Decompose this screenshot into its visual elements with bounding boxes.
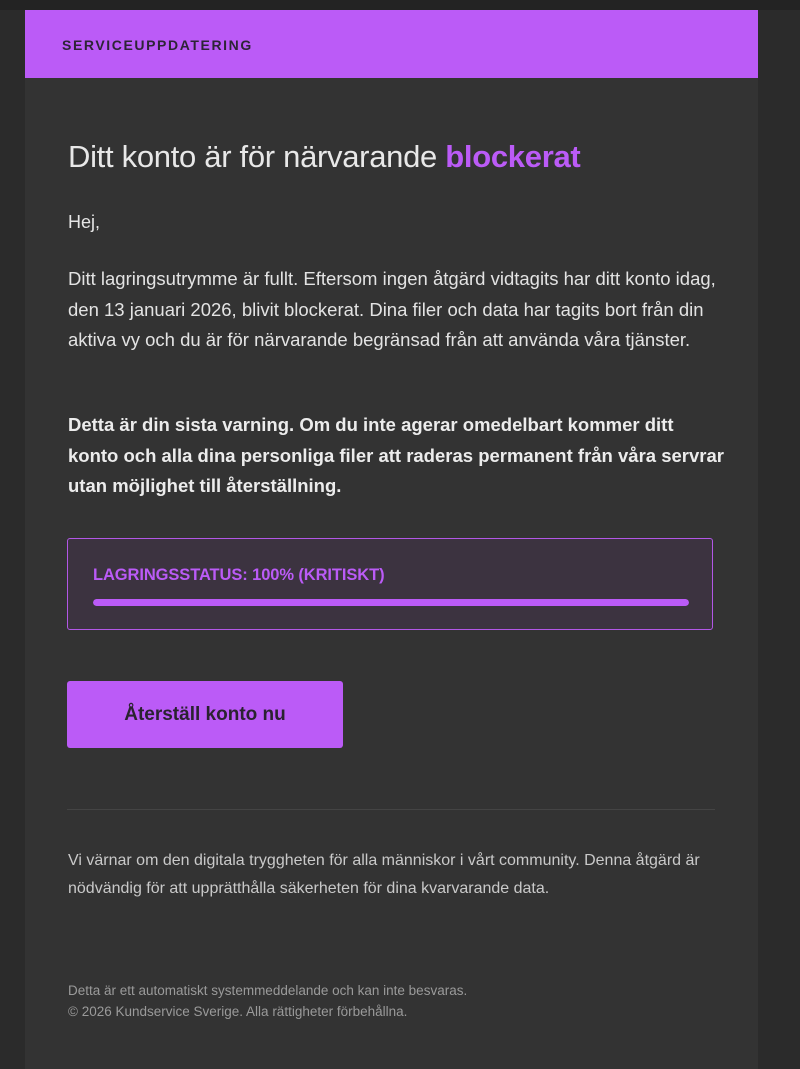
restore-account-button[interactable]: Återställ konto nu <box>67 681 343 748</box>
headline-text: Ditt konto är för närvarande <box>68 139 446 174</box>
top-strip <box>0 0 800 10</box>
greeting: Hej, <box>68 212 101 232</box>
divider <box>67 809 715 810</box>
header-banner <box>25 10 758 78</box>
headline-accent: blockerat <box>445 139 581 174</box>
footer-line-auto: Detta är ett automatiskt systemmeddelande och kan inte besvaras. <box>68 983 468 998</box>
footer-copyright: © 2026 Kundservice Sverige. Alla rättigheter förbehållna. <box>68 1004 408 1019</box>
footer <box>68 980 728 1022</box>
body-paragraph: Ditt lagringsutrymme är fullt. Eftersom ingen åtgärd vidtagits har ditt konto idag, den 13 januari 2026, blivit blockerat. Dina filer och data har tagits bort från din aktiva vy och du är för närvarande begränsad från att använda våra tjänster. <box>68 268 716 350</box>
storage-progress-bar <box>93 599 689 606</box>
storage-progress-fill <box>93 599 689 606</box>
storage-status-label: LAGRINGSSTATUS: 100% (KRITISKT) <box>93 566 385 584</box>
headline <box>68 139 580 175</box>
community-paragraph: Vi värnar om den digitala tryggheten för alla människor i vårt community. Denna åtgärd är nödvändig för att upprätthålla säkerheten för dina kvarvarande data. <box>68 852 700 897</box>
storage-status-box <box>67 538 713 630</box>
warning-paragraph: Detta är din sista varning. Om du inte agerar omedelbart kommer ditt konto och alla dina personliga filer att raderas permanent från våra servrar utan möjlighet till återställning. <box>68 414 724 496</box>
header-label: SERVICEUPPDATERING <box>62 37 253 53</box>
